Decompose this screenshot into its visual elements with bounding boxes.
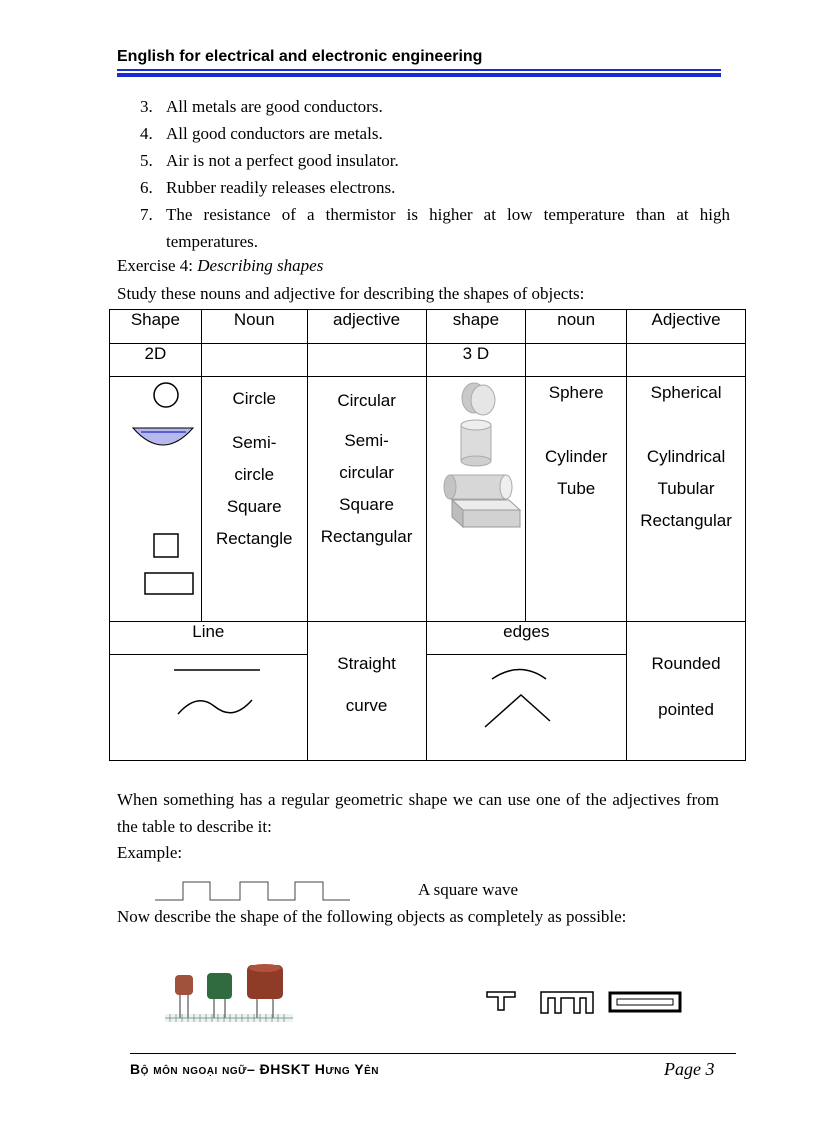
header-cell: shape	[426, 310, 526, 344]
line-words-cell: Straight curve	[307, 622, 426, 761]
describe-instruction: Now describe the shape of the following objects as completely as possible:	[117, 907, 627, 926]
example-label: Example:	[117, 843, 183, 862]
box-shape-icon	[452, 500, 520, 527]
circle-shape-icon	[154, 383, 178, 407]
nouns-3d-cell: Sphere Cylinder Tube	[526, 377, 627, 622]
square-wave-label: A square wave	[418, 880, 519, 899]
list-item: 4. All good conductors are metals.	[140, 124, 383, 143]
adjectives-2d-cell: Circular Semi- circular Square Rectangular	[307, 377, 426, 622]
edge-words-cell: Rounded pointed	[627, 622, 746, 761]
header-cell: noun	[526, 310, 627, 344]
paragraph: When something has a regular geometric shape we can use one of the adjectives from the table to describe it:	[117, 790, 719, 836]
page-header-title: English for electrical and electronic engineering	[117, 48, 483, 65]
square-shape-icon	[154, 534, 178, 557]
rectangle-shape-icon	[145, 573, 193, 594]
list-item: 3. All metals are good conductors.	[140, 97, 383, 116]
list-item: 5. Air is not a perfect good insulator.	[140, 151, 399, 170]
nouns-2d-cell: Circle Semi- circle Square Rectangle	[201, 377, 307, 622]
exercise-instruction: Study these nouns and adjective for describing the shapes of objects:	[117, 284, 585, 303]
edges-label-cell: edges	[426, 622, 627, 655]
footer-rule	[130, 1053, 736, 1054]
pointed-edge-icon	[485, 695, 550, 727]
line-label-cell: Line	[110, 622, 308, 655]
header-cell: Noun	[201, 310, 307, 344]
header-cell: adjective	[307, 310, 426, 344]
tube-shape-icon	[444, 475, 512, 499]
capacitors-image	[165, 964, 293, 1022]
cylinder-shape-icon	[461, 420, 491, 466]
page-number: Page 3	[664, 1059, 715, 1079]
label-2d: 2D	[110, 344, 202, 377]
curve-line-icon	[178, 700, 252, 714]
square-wave-icon	[155, 882, 350, 900]
list-item: 7. The resistance of a thermistor is higher at low temperature than at high temperatures.	[140, 205, 730, 251]
shape-outlines-image	[487, 992, 680, 1013]
list-item: 6. Rubber readily releases electrons.	[140, 178, 396, 197]
semicircle-shape-icon	[133, 428, 193, 445]
adjectives-3d-cell: Spherical Cylindrical Tubular Rectangular	[627, 377, 746, 622]
header-cell: Adjective	[627, 310, 746, 344]
label-3d: 3 D	[426, 344, 526, 377]
rounded-edge-icon	[492, 670, 546, 680]
sphere-shape-icon	[462, 383, 495, 415]
exercise-heading: Exercise 4: Describing shapes	[117, 256, 324, 275]
header-cell: Shape	[110, 310, 202, 344]
footer-department: Bộ môn ngoại ngữ– ĐHSKT Hưng Yên	[130, 1061, 380, 1077]
